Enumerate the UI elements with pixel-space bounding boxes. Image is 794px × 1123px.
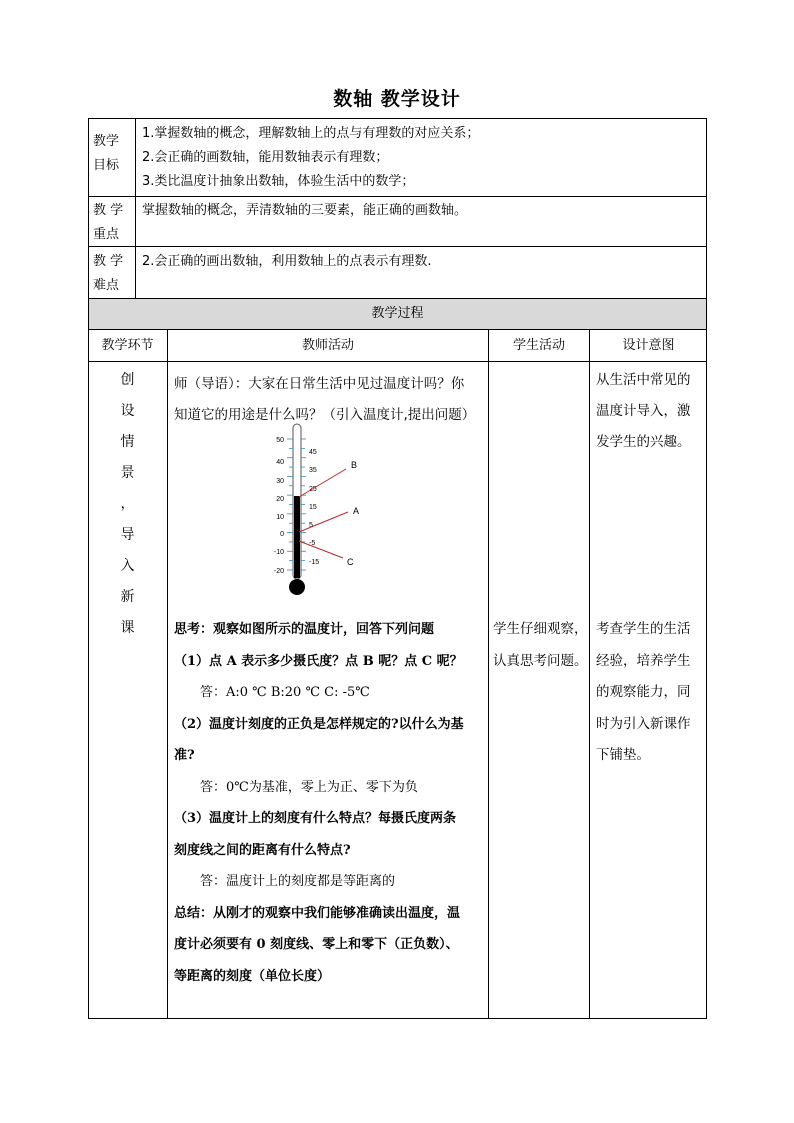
- student-activity: 学生仔细观察， 认真思考问题。: [493, 621, 588, 669]
- key-point-content: 掌握数轴的概念，弄清数轴的三要素，能正确的画数轴。: [142, 203, 468, 218]
- key-point-label: 教 学 重点: [93, 203, 124, 242]
- lesson-table: 教学 目标 1.掌握数轴的概念，理解数轴上的点与有理数的对应关系； 2.会正确的画数轴，能用数轴表示有理数； 3.类比温度计抽象出数轴，体验生活中的数学； 教 学 重点 掌握数轴的概念，弄清数轴的三要素，能正确的画数轴。 教 学 难点 2.会正确的画出数轴，利用数轴上的点表示有理数. 教学过程 教学环节 教师活动 学生活动 设计意图 创 设 情 景 ， 导 入 新 课 师（导语）：大家在日常生活中见过温度计吗？你 知道它的用途是什么吗？（引入温度计,提出问题） 50 40 30 20 10 0 -10 -20 45 35 25 15 5 -5 -15 B A C 思考：观察如图所示的温度计，回答下列问题 （1）点 A 表示多少摄氏度？点 B 呢？点 C 呢？ 答：A:0 ℃ B:20 ℃ C: -5℃ （2）温度计刻度的正负是怎样规定的?以什么为基 准? 答：0℃为基准，零上为正、零下为负 （3）温度计上的刻度有什么特点？每摄氏度两条 刻度线之间的距离有什么特点? 答：温度计上的刻度都是等距离的 总结：从刚才的观察中我们能够准确读出温度，温 度计必须要有 0 刻度线、零上和零下（正负数）、 等距离的刻度（单位长度） 学生仔细观察， 认真思考问题。 从生活中常见的 温度计导入，激 发学生的兴趣。 考查学生的生活 经验，培养学生 的观察能力，同 时为引入新课作 下铺垫。: [88, 118, 707, 1019]
- scale-40: 40: [276, 459, 284, 466]
- difficulty-label: 教 学 难点: [93, 254, 124, 293]
- col-student: 学生活动: [512, 338, 565, 353]
- label-b: B: [351, 460, 358, 470]
- col-teacher: 教师活动: [301, 338, 354, 353]
- pointer-c: [299, 541, 343, 558]
- scale-10: 10: [276, 514, 284, 521]
- scale-30: 30: [276, 478, 284, 485]
- teacher-questions: 思考：观察如图所示的温度计，回答下列问题 （1）点 A 表示多少摄氏度？点 B 呢？点 C 呢？ 答：A:0 ℃ B:20 ℃ C: -5℃ （2）温度计刻度的正负是怎样规定的?以什么为基 准? 答：0℃为基准，零上为正、零下为负 （3）温度计上的刻度有什么特点？每摄氏度两条 刻度线之间的距离有什么特点? 答：温度计上的刻度都是等距离的 总结：从刚才的观察中我们能够准确读出温度，温 度计必须要有 0 刻度线、零上和零下（正负数）、 等距离的刻度（单位长度）: [174, 622, 464, 984]
- scale-minus-15: -15: [309, 559, 320, 566]
- scale-0: 0: [280, 531, 284, 538]
- scale-minus-10: -10: [273, 549, 284, 556]
- thermometer-figure: [258, 420, 368, 600]
- pointer-b: [299, 469, 346, 497]
- difficulty-content: 2.会正确的画出数轴，利用数轴上的点表示有理数.: [142, 254, 432, 269]
- label-a: A: [353, 506, 360, 516]
- pointer-a: [299, 512, 348, 532]
- intent-observation: 考查学生的生活 经验，培养学生 的观察能力，同 时为引入新课作 下铺垫。: [596, 621, 691, 763]
- page-title: 数轴 教学设计: [333, 88, 461, 110]
- scale-5: 5: [309, 522, 313, 529]
- process-header: 教学过程: [371, 306, 424, 321]
- label-c: C: [347, 557, 354, 567]
- scale-minus-20: -20: [273, 568, 284, 575]
- scale-20: 20: [276, 496, 284, 503]
- intent-intro: 从生活中常见的 温度计导入，激 发学生的兴趣。: [596, 372, 691, 450]
- teacher-intro: 师（导语）：大家在日常生活中见过温度计吗？你 知道它的用途是什么吗？（引入温度计,提出问题）: [174, 376, 476, 423]
- objective-content: 1.掌握数轴的概念，理解数轴上的点与有理数的对应关系； 2.会正确的画数轴，能用数轴表示有理数； 3.类比温度计抽象出数轴，体验生活中的数学；: [142, 126, 480, 189]
- scale-45: 45: [309, 449, 317, 456]
- col-stage: 教学环节: [101, 338, 154, 353]
- objective-label: 教学 目标: [93, 134, 120, 173]
- scale-15: 15: [309, 504, 317, 511]
- col-intent: 设计意图: [622, 338, 675, 353]
- scale-minus-5: -5: [309, 540, 316, 547]
- scale-35: 35: [309, 467, 317, 474]
- scale-50: 50: [276, 437, 284, 444]
- scale-25: 25: [309, 486, 317, 493]
